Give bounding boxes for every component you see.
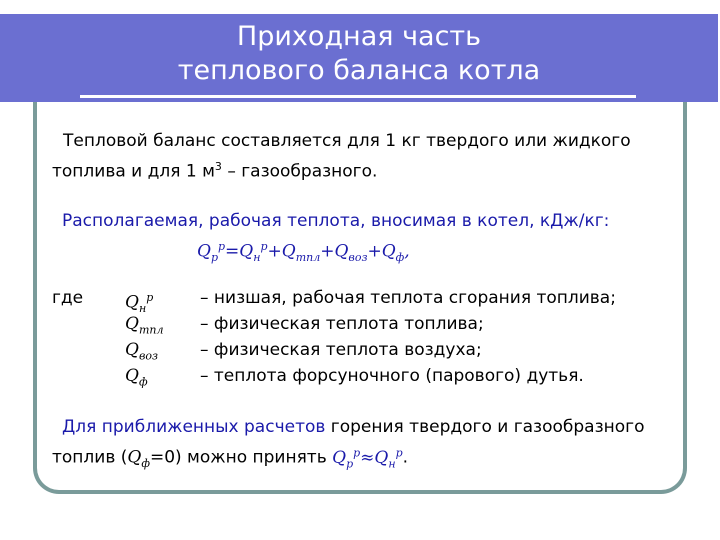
title-underline (80, 95, 636, 98)
slide-title (0, 20, 718, 88)
heat-label: Располагаемая, рабочая теплота, вносимая в котел, кДж/кг: (62, 211, 610, 231)
where-description: – теплота форсуночного (парового) дутья. (200, 366, 584, 386)
where-symbol: $Q_{тпл}$ (125, 314, 164, 337)
where-symbol: $Q_н^р$ (125, 291, 154, 316)
where-symbol: $Q_ф$ (125, 366, 148, 389)
where-label: где (52, 288, 84, 308)
approx-line-1: Для приближенных расчетов горения твердого и газообразного (62, 417, 645, 437)
approx-formula: $Q_р^р\approx Q_н^р$ (332, 446, 403, 471)
title-line-1: Приходная часть (236, 21, 482, 52)
approx-line-2: топлив $(Q_ф=0)$ можно принять $Q_р^р\approx Q_н^р$. (52, 446, 409, 471)
intro-line-1: Тепловой баланс составляется для 1 кг твердого или жидкого (63, 131, 631, 151)
intro-line-2: топлива и для 1 $м^3$ – газообразного. (52, 160, 378, 182)
approx-highlight: Для приближенных расчетов (62, 417, 326, 437)
where-symbol: $Q_{воз}$ (125, 340, 158, 363)
where-description: – физическая теплота воздуха; (200, 340, 482, 360)
heat-formula: $Q_р^р=Q_н^р+Q_{тпл}+Q_{воз}+Q_ф$, (197, 240, 410, 265)
where-description: – физическая теплота топлива; (200, 314, 484, 334)
where-description: – низшая, рабочая теплота сгорания топлива; (200, 288, 616, 308)
title-line-2: теплового баланса котла (177, 55, 541, 86)
